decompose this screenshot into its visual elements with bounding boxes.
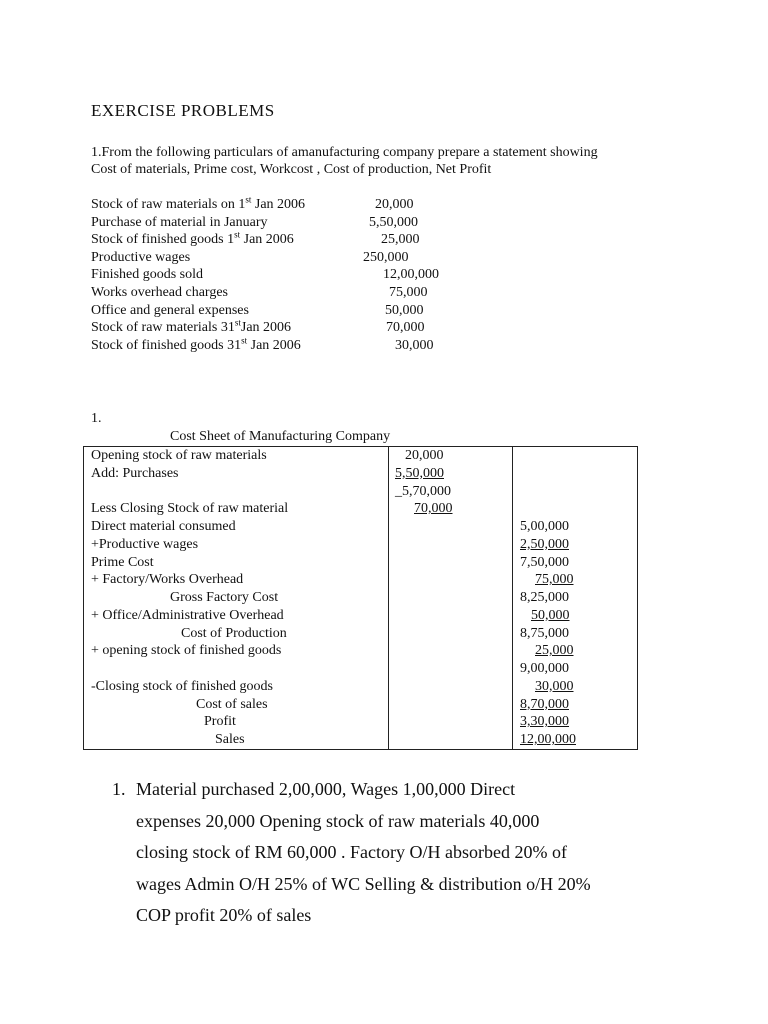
cost-sheet-table [83,446,638,750]
problem-line: expenses 20,000 Opening stock of raw materials 40,000 [136,810,540,831]
cost-sheet-total: 2,50,000 [520,536,569,552]
cost-sheet-total: 12,00,000 [520,732,576,747]
cost-sheet-label: Direct material consumed [91,519,236,534]
cost-sheet-total: 8,70,000 [520,696,569,712]
particular-value: 250,000 [363,249,409,265]
problem-number: 1. [112,779,126,799]
cost-sheet-total: 3,30,000 [520,714,569,730]
particular-value: 20,000 [375,197,414,212]
problem-text [112,774,652,932]
intro-line-1: 1.From the following particulars of amanufacturing company prepare a statement showing [91,145,598,160]
particular-row [91,196,491,214]
cost-sheet-label: -Closing stock of finished goods [91,678,273,694]
particular-row [91,319,491,337]
cost-sheet-total: 25,000 [535,643,574,659]
particular-row [91,284,491,302]
cost-sheet-amount: 5,50,000 [395,465,444,481]
cost-sheet-label: Less Closing Stock of raw material [91,501,289,517]
particular-value: 12,00,000 [383,267,439,283]
cost-sheet-label: Add: Purchases [91,465,179,481]
cost-sheet-label: + Factory/Works Overhead [91,572,244,588]
cost-sheet-total: 75,000 [535,572,574,588]
cost-sheet-label [84,660,388,678]
cost-sheet-label: Prime Cost [91,554,154,570]
problem-line: COP profit 20% of sales [136,905,312,925]
particular-label: Works overhead charges [91,284,229,300]
cost-sheet-middle-column [389,447,513,750]
particular-value: 75,000 [389,284,428,300]
cost-sheet-total: 8,25,000 [520,590,569,605]
particular-row [91,214,491,232]
problem-line: wages Admin O/H 25% of WC Selling & distribution o/H 20% [136,873,591,894]
cost-sheet-label: +Productive wages [91,536,199,552]
particular-value: 5,50,000 [369,214,418,230]
particular-value: 25,000 [381,232,420,248]
cost-sheet-label: Sales [215,732,245,747]
solution-number: 1. [91,411,102,426]
particulars-list [91,196,491,354]
cost-sheet-total: 30,000 [535,678,574,694]
cost-sheet-label: Cost of Production [181,625,287,641]
cost-sheet-label: + Office/Administrative Overhead [91,607,284,623]
particular-label: Stock of finished goods 1st Jan 2006 [91,229,294,248]
particular-value: 30,000 [395,337,434,353]
cost-sheet-total-column [513,447,638,750]
page-title: EXERCISE PROBLEMS [91,101,275,120]
particular-value: 50,000 [385,302,424,318]
intro-line-2: Cost of materials, Prime cost, Workcost , Cost of production, Net Profit [91,162,492,177]
particular-label: Stock of finished goods 31st Jan 2006 [91,335,301,353]
particular-row [91,337,491,355]
cost-sheet-total: 5,00,000 [520,519,569,534]
cost-sheet-total: 9,00,000 [520,661,569,676]
problem-line: closing stock of RM 60,000 . Factory O/H absorbed 20% of [136,842,567,862]
cost-sheet-total: 50,000 [531,607,570,623]
particular-row [91,249,491,267]
intro-paragraph [91,144,711,178]
particular-label: Productive wages [91,249,191,265]
particular-row [91,231,491,249]
cost-sheet-labels-column [84,447,389,750]
particular-label: Stock of raw materials 31stJan 2006 [91,317,292,336]
cost-sheet-title: Cost Sheet of Manufacturing Company [170,429,391,444]
cost-sheet-amount: 20,000 [405,448,444,463]
particular-label: Finished goods sold [91,267,204,283]
particular-label: Stock of raw materials on 1st Jan 2006 [91,194,306,212]
cost-sheet-total: 7,50,000 [520,554,569,570]
cost-sheet-amount: 70,000 [414,501,453,517]
cost-sheet-label: Profit [204,714,236,730]
particular-row [91,266,491,284]
cost-sheet-label: Opening stock of raw materials [91,448,267,463]
cost-sheet-amount: _5,70,000 [395,483,451,499]
cost-sheet-label: Cost of sales [196,696,268,712]
cost-sheet-label [84,483,388,501]
particular-label: Purchase of material in January [91,214,268,230]
cost-sheet-label: + opening stock of finished goods [91,643,282,659]
cost-sheet-total: 8,75,000 [520,625,569,641]
cost-sheet-label: Gross Factory Cost [170,590,279,605]
particular-row [91,302,491,320]
problem-line: Material purchased 2,00,000, Wages 1,00,000 Direct [136,779,516,799]
particular-value: 70,000 [386,320,425,336]
particular-label: Office and general expenses [91,302,249,318]
